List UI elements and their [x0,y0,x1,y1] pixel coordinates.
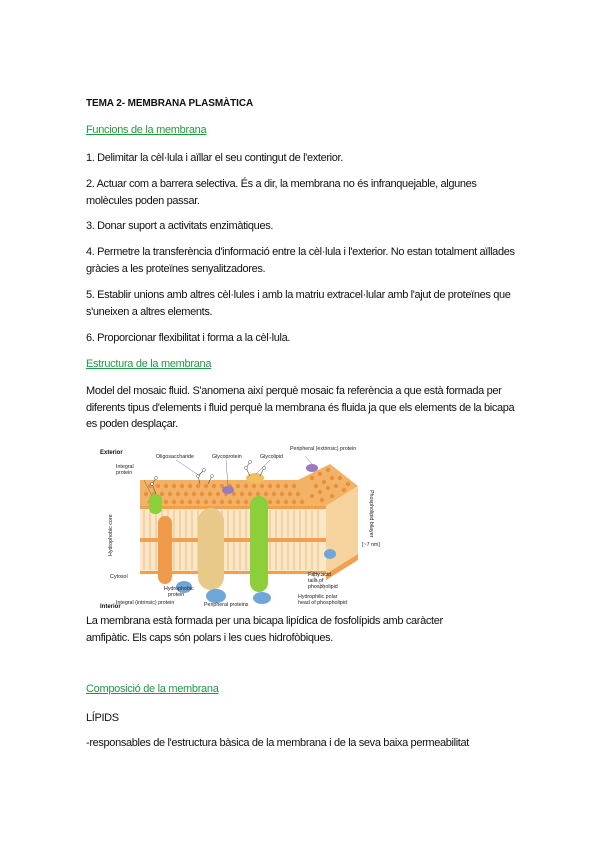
function-item-6: 6. Proporcionar flexibilitat i forma a la cèl·lula. [86,332,291,344]
composition-text: -responsables de l'estructura bàsica de la membrana i de la seva baixa permeabilitat [86,737,469,749]
membrane-diagram [100,444,380,610]
label-phospholipid-bilayer: Phospholipid bilayer [368,490,374,538]
function-item-5: 5. Establir unions amb altres cèl·lules i amb la matriu extracel·lular amb l'ajut de proteïnes que s'uneixen a altres elements. [86,289,511,318]
peripheral-protein-2 [253,592,271,604]
peripheral-protein-1 [206,589,226,603]
label-hydrophobic-core: Hydrophobic core [108,514,114,556]
structure-intro: Model del mosaic fluid. S'anomena així perquè mosaic fa referència a que està formada per diferents tipus d'elements i fluid perquè la membrana és fluida ja que els elements de la bicapa es poden desplaçar. [86,385,515,430]
label-peripheral-proteins: Peripheral proteins [204,602,249,608]
label-integral-2: protein [116,470,133,476]
label-hydrophilic-head-1: Hydrophilic polar [298,594,338,600]
label-hydrophobic-protein-1: Hydrophobic [164,586,194,592]
label-interior: Interior [100,604,121,610]
label-fatty-acid-1: Fatty acid [308,572,331,578]
integral-protein-left [149,494,162,514]
label-thickness: [~7 nm] [362,542,380,548]
heading-structure: Estructura de la membrana [86,358,212,370]
label-fatty-acid-2: tails of [308,578,324,584]
heading-functions: Funcions de la membrana [86,124,207,136]
label-peripheral-extrinsic: Peripheral (extrinsic) protein [290,446,357,452]
page-title: TEMA 2- MEMBRANA PLASMÀTICA [86,98,254,109]
integral-protein-green [250,496,268,592]
function-item-2: 2. Actuar com a barrera selectiva. És a dir, la membrana no és infranquejable, algunes molècules poden passar. [86,178,477,207]
function-item-1: 1. Delimitar la cèl·lula i aïllar el seu contingut de l'exterior. [86,152,343,164]
function-item-4: 4. Permetre la transferència d'informació entre la cèl·lula i l'exterior. No estan totalment aïllades gràcies a les proteïnes senyalitzadores. [86,246,515,275]
function-item-3: 3. Donar suport a activitats enzimàtiques. [86,220,274,232]
structure-caption: La membrana està formada per una bicapa lipídica de fosfolípids amb caràcter amfipàtic. Els caps són polars i les cues hidrofòbiques. [86,615,443,644]
heading-composition: Composició de la membrana [86,683,219,695]
label-glycoprotein: Glycoprotein [212,454,242,460]
membrane-diagram-svg [100,444,380,610]
label-hydrophobic-protein-2: protein [168,592,185,598]
peripheral-extrinsic-protein [306,464,318,472]
label-cytosol: Cytosol [110,574,128,580]
label-glycolipid: Glycolipid [260,454,283,460]
integral-protein-tan [198,508,224,590]
label-fatty-acid-3: phospholipid [308,584,338,590]
glycoprotein-purple [222,486,234,494]
label-hydrophilic-head-2: head of phospholipid [298,600,347,606]
label-oligosaccharide: Oligosaccharide [156,454,194,460]
label-exterior: Exterior [100,450,123,456]
label-integral-intrinsic: Integral (intrinsic) protein [116,600,175,606]
label-integral-1: Integral [116,464,134,470]
composition-subheading: LÍPIDS [86,712,119,724]
integral-protein-orange [158,516,172,584]
peripheral-protein-right [324,549,336,559]
glycolipid-head [246,473,264,483]
